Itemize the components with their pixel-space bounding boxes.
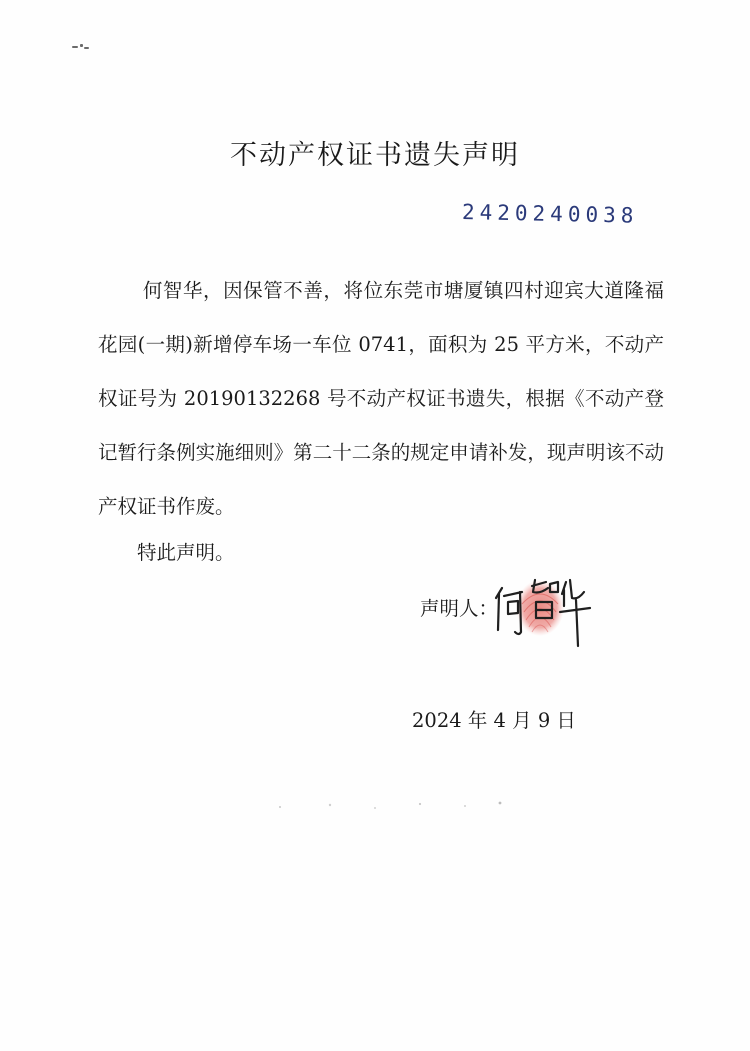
scan-noise [260, 795, 520, 815]
document-title: 不动产权证书遗失声明 [230, 140, 520, 171]
declaration-paragraph: 何智华，因保管不善，将位东莞市塘厦镇四村迎宾大道隆福花园(一期)新增停车场一车位 0741，面积为 25 平方米，不动产权证号为 20190132268 号不动产权证书遗失，根据《不动产登记暂行条例实施细则》第二十二条的规定申请补发，现声明该不动产权证书作废。 [98, 279, 664, 518]
declaration-body [98, 264, 664, 534]
fingerprint-icon [516, 580, 564, 636]
declaration-date: 2024 年 4 月 9 日 [412, 709, 576, 732]
closing-statement: 特此声明。 [137, 541, 235, 564]
scan-artifact [72, 44, 90, 50]
signature-with-fingerprint [488, 570, 598, 650]
declarant-label: 声明人： [420, 597, 499, 620]
serial-number-stamp: 2420240038 [461, 200, 639, 228]
